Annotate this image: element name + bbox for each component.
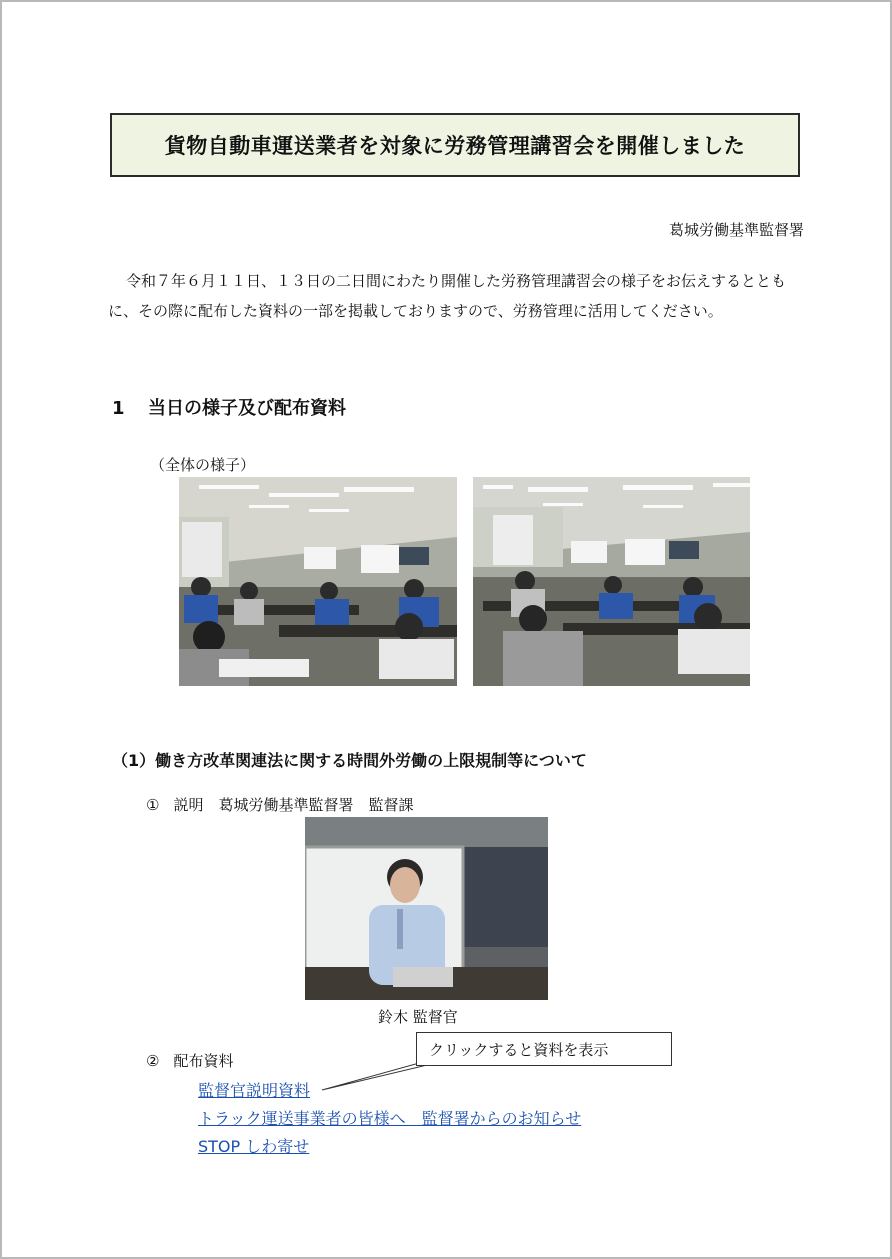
link-stop-shiwayose[interactable]: STOP しわ寄せ [198, 1137, 310, 1156]
overall-scene-caption: （全体の様子） [150, 456, 256, 474]
item-text: 説明 葛城労働基準監督署 監督課 [173, 796, 414, 814]
handout-links [198, 1077, 581, 1161]
speaker-caption: 鈴木 監督官 [378, 1008, 458, 1026]
organization-name: 葛城労働基準監督署 [668, 221, 804, 239]
section-number: 1 [112, 398, 125, 419]
page-title: 貨物自動車運送業者を対象に労務管理講習会を開催しました [110, 113, 800, 177]
section-heading-1 [112, 394, 346, 420]
seminar-photo-1 [179, 477, 457, 686]
explanation-item [146, 794, 427, 815]
callout-note: クリックすると資料を表示 [416, 1032, 672, 1066]
speaker-photo [305, 817, 548, 1000]
intro-paragraph: 令和７年６月１１日、１３日の二日間にわたり開催した労務管理講習会の様子をお伝えするとともに、その際に配布した資料の一部を掲載しておりますので、労務管理に活用してください。 [108, 272, 787, 320]
section-title: 当日の様子及び配布資料 [148, 398, 346, 419]
link-inspector-explanation[interactable]: 監督官説明資料 [198, 1081, 311, 1100]
subsection-heading-1: （1）働き方改革関連法に関する時間外労働の上限規制等について [112, 751, 587, 770]
handout-item [146, 1050, 247, 1071]
item-marker: ② [146, 1052, 160, 1070]
item-text: 配布資料 [173, 1052, 234, 1070]
link-truck-operators-notice[interactable]: トラック運送事業者の皆様へ 監督署からのお知らせ [198, 1109, 582, 1128]
seminar-photo-2 [473, 477, 750, 686]
item-marker: ① [146, 796, 160, 814]
